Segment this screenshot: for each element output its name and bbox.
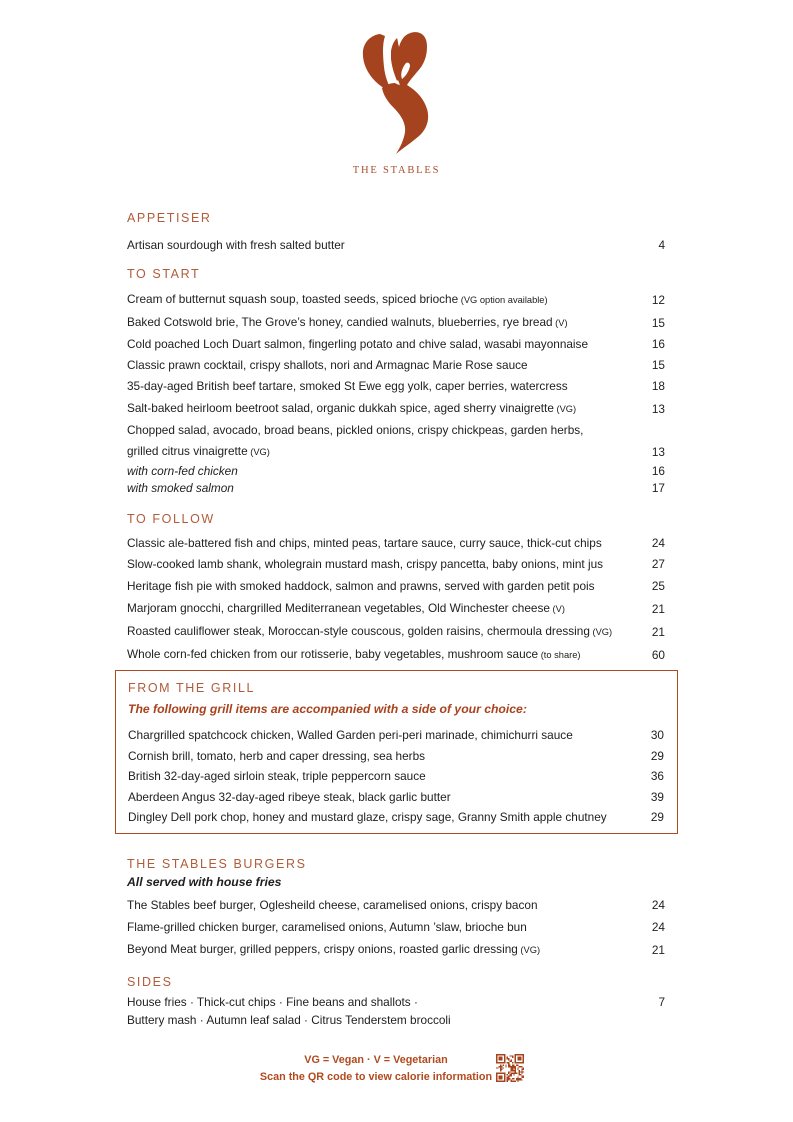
item-line: Buttery mash · Autumn leaf salad · Citrus Tenderstem broccoli <box>127 1012 451 1027</box>
item-text <box>128 766 438 787</box>
menu-item-row <box>127 478 665 498</box>
menu-item-row <box>127 398 665 420</box>
item-line: Dingley Dell pork chop, honey and mustard glaze, crispy sage, Granny Smith apple chutney <box>128 810 607 825</box>
item-line: Slow-cooked lamb shank, wholegrain mustard mash, crispy pancetta, baby onions, mint jus <box>127 557 604 572</box>
menu-item-row <box>128 766 664 787</box>
item-text <box>127 993 463 1029</box>
menu-item-row <box>128 725 664 746</box>
item-price: 17 <box>651 480 665 495</box>
item-text <box>127 598 577 621</box>
dietary-note: (VG) <box>517 944 541 955</box>
section-sides <box>127 975 665 1029</box>
item-price: 27 <box>651 557 665 572</box>
item-line: Classic ale-battered fish and chips, minted peas, tartare sauce, curry sauce, thick-cut chips <box>127 535 602 550</box>
item-price: 24 <box>651 897 665 912</box>
menu-item-row <box>127 916 665 938</box>
item-text <box>127 644 593 667</box>
item-text <box>127 478 246 498</box>
item-price: 7 <box>658 994 665 1009</box>
qr-instruction: Scan the QR code to view calorie information <box>259 1071 493 1083</box>
menu-item-row <box>127 993 665 1029</box>
section-title: TO START <box>127 267 201 282</box>
item-line: Flame-grilled chicken burger, caramelised onions, Autumn ’slaw, brioche bun <box>127 919 527 934</box>
item-price: 13 <box>651 445 665 460</box>
item-line: Roasted cauliflower steak, Moroccan-style couscous, golden raisins, chermoula dressing (VG) <box>127 623 613 638</box>
item-price: 16 <box>651 463 665 478</box>
menu-item-row <box>127 554 665 576</box>
section-title: SIDES <box>127 974 173 989</box>
item-line: Chopped salad, avocado, broad beans, pickled onions, crispy chickpeas, garden herbs, <box>127 423 584 438</box>
item-price: 24 <box>651 535 665 550</box>
section-title: THE STABLES BURGERS <box>127 856 307 871</box>
section-title: TO FOLLOW <box>127 511 215 526</box>
item-price: 21 <box>651 942 665 957</box>
item-line: The Stables beef burger, Oglesheild cheese, caramelised onions, crispy bacon <box>127 897 538 912</box>
dietary-note: (VG) <box>589 626 613 637</box>
section-subtitle: The following grill items are accompanied with a side of your choice: <box>128 702 527 717</box>
item-text <box>127 312 580 334</box>
section-title: APPETISER <box>127 211 212 225</box>
item-line: 35-day-aged British beef tartare, smoked St Ewe egg yolk, caper berries, watercress <box>127 379 568 394</box>
item-line: Beyond Meat burger, grilled peppers, crispy onions, roasted garlic dressing (VG) <box>127 941 541 956</box>
menu-item-row <box>127 644 665 667</box>
item-line: Aberdeen Angus 32-day-aged ribeye steak, black garlic butter <box>128 789 451 804</box>
item-line: grilled citrus vinaigrette (VG) <box>127 444 270 459</box>
item-price: 60 <box>651 647 665 662</box>
item-text <box>127 938 552 961</box>
item-price: 15 <box>651 358 665 373</box>
item-price: 21 <box>651 602 665 617</box>
item-price: 30 <box>650 728 664 743</box>
menu-item-row <box>127 312 665 334</box>
item-text <box>127 376 580 397</box>
item-line: Classic prawn cocktail, crispy shallots, nori and Armagnac Marie Rose sauce <box>127 358 528 373</box>
menu-item-row <box>127 621 665 644</box>
horse-s-monogram-icon <box>354 28 439 158</box>
item-price: 16 <box>651 336 665 351</box>
item-price: 21 <box>651 624 665 639</box>
dietary-note: (VG) <box>247 447 270 458</box>
item-price: 36 <box>650 769 664 784</box>
menu-item-row <box>127 598 665 621</box>
item-text <box>127 289 560 311</box>
item-text <box>127 398 588 420</box>
item-line: with smoked salmon <box>127 480 234 495</box>
item-line: Baked Cotswold brie, The Grove’s honey, candied walnuts, blueberries, rye bread (V) <box>127 314 568 329</box>
restaurant-wordmark: THE STABLES <box>352 165 441 176</box>
item-price: 24 <box>651 919 665 934</box>
item-text <box>127 576 607 598</box>
item-text <box>128 725 585 746</box>
item-price: 29 <box>650 810 664 825</box>
section-title: FROM THE GRILL <box>128 681 256 696</box>
menu-item-row <box>128 787 664 808</box>
item-text <box>127 355 540 376</box>
menu-item-row <box>128 746 664 767</box>
section-from-the-grill <box>115 670 678 834</box>
menu-item-row <box>127 533 665 555</box>
item-text <box>127 533 614 555</box>
item-line: Whole corn-fed chicken from our rotisserie, baby vegetables, mushroom sauce (to share) <box>127 646 581 661</box>
menu-item-row <box>127 355 665 376</box>
item-price: 25 <box>651 579 665 594</box>
item-line: British 32-day-aged sirloin steak, triple peppercorn sauce <box>128 769 426 784</box>
item-line: Cornish brill, tomato, herb and caper dressing, sea herbs <box>128 748 426 763</box>
menu-item-row <box>127 938 665 961</box>
item-price: 39 <box>650 789 664 804</box>
menu-sections <box>127 211 665 1029</box>
menu-item-row <box>127 420 665 464</box>
footer-legend <box>0 1052 752 1086</box>
item-line: with corn-fed chicken <box>127 463 238 478</box>
dietary-legend: VG = Vegan · V = Vegetarian <box>304 1054 448 1066</box>
item-line: House fries · Thick-cut chips · Fine beans and shallots · <box>127 994 418 1009</box>
item-line: Salt-baked heirloom beetroot salad, organic dukkah spice, aged sherry vinaigrette (VG) <box>127 400 577 415</box>
dietary-note: (V) <box>549 604 565 615</box>
dietary-note: (V) <box>552 317 568 328</box>
menu-item-row <box>128 807 664 828</box>
section-appetiser <box>127 211 665 256</box>
item-line: Marjoram gnocchi, chargrilled Mediterranean vegetables, Old Winchester cheese (V) <box>127 601 565 616</box>
dietary-note: (VG option available) <box>458 295 548 306</box>
section-to-follow <box>127 512 665 667</box>
item-line: Heritage fish pie with smoked haddock, salmon and prawns, served with garden petit pois <box>127 579 595 594</box>
item-price: 15 <box>651 315 665 330</box>
item-line: Artisan sourdough with fresh salted butter <box>127 238 345 252</box>
item-line: Cream of butternut squash soup, toasted seeds, spiced brioche (VG option available) <box>127 292 548 307</box>
item-text <box>127 420 595 464</box>
item-price: 13 <box>651 401 665 416</box>
item-text <box>127 916 539 938</box>
menu-item-row <box>127 235 665 256</box>
dietary-note: (to share) <box>538 649 581 660</box>
item-price: 12 <box>651 293 665 308</box>
item-text <box>127 621 624 644</box>
item-line: Cold poached Loch Duart salmon, fingerling potato and chive salad, wasabi mayonnaise <box>127 336 589 351</box>
menu-item-row <box>127 289 665 311</box>
item-price: 18 <box>651 379 665 394</box>
item-line: Chargrilled spatchcock chicken, Walled Garden peri-peri marinade, chimichurri sauce <box>128 728 573 743</box>
menu-item-row <box>127 334 665 355</box>
item-price: 4 <box>658 238 665 252</box>
item-text <box>128 807 619 828</box>
section-to-start <box>127 267 665 497</box>
item-price: 29 <box>650 748 664 763</box>
qr-code-icon <box>496 1054 524 1082</box>
item-text <box>127 554 615 576</box>
item-text <box>127 235 357 256</box>
item-text <box>127 334 600 355</box>
item-text <box>128 746 437 767</box>
item-text <box>127 894 550 916</box>
menu-item-row <box>127 576 665 598</box>
section-stables-burgers <box>127 857 665 961</box>
item-text <box>128 787 463 808</box>
section-subtitle: All served with house fries <box>127 874 282 889</box>
menu-item-row <box>127 894 665 916</box>
dietary-note: (VG) <box>553 403 577 414</box>
menu-item-row <box>127 376 665 397</box>
